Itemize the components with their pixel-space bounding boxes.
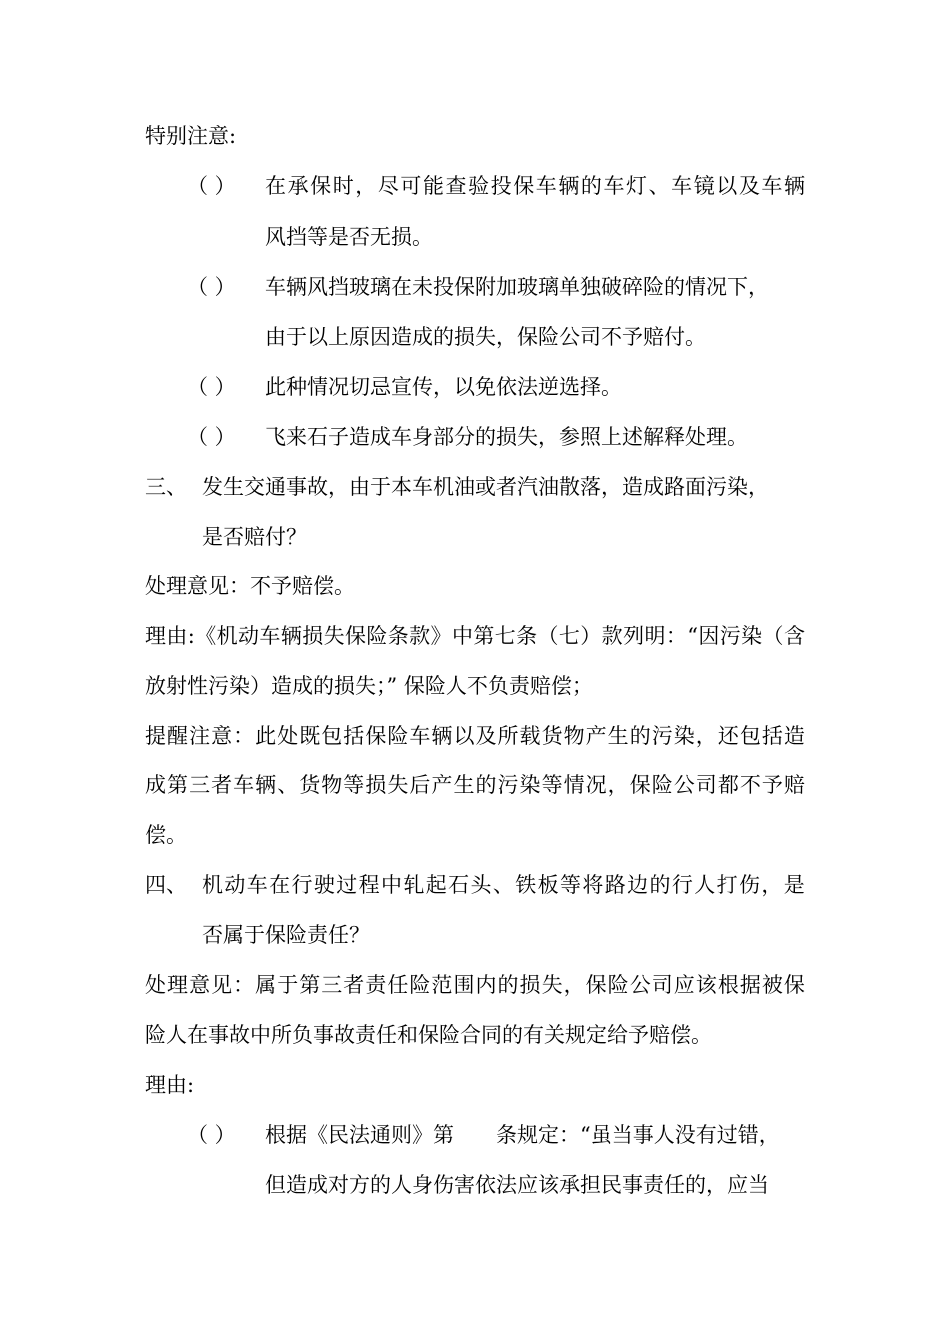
list-item-line: 但造成对方的人身伤害依法应该承担民事责任的，应当 (265, 1173, 769, 1197)
list-item-line: 飞来石子造成车身部分的损失，参照上述解释处理。 (265, 425, 748, 449)
section-question-line: 机 动 车 在 行 驶 过 程 中 轧 起 石 头 、 铁 板 等 将 路 边 的 行 人 打 伤 ， 是 (202, 873, 805, 897)
section-number: 四、 (145, 873, 187, 897)
list-item-line: 风挡等是否无损。 (265, 225, 433, 249)
special-note-heading: 特别注意: (145, 124, 237, 148)
section-question-line: 是否赔付？ (202, 525, 307, 549)
handling-opinion: 处理意见：不予赔偿。 (145, 574, 355, 598)
reminder-line: 提 醒 注 意 ： 此 处 既 包 括 保 险 车 辆 以 及 所 载 货 物 产 生 的 污 染 ， 还 包 括 造 (145, 724, 805, 748)
list-marker: （ ） (187, 174, 236, 198)
reminder-line: 偿。 (145, 823, 187, 847)
handling-opinion-line: 处 理 意 见 ： 属 于 第 三 者 责 任 险 范 围 内 的 损 失 ， 保 险 公 司 应 该 根 据 被 保 (145, 973, 805, 997)
list-marker: （ ） (187, 275, 236, 299)
reason-line: 放射性污染）造成的损失；” 保险人不负责赔偿； (145, 674, 593, 698)
list-marker: （ ） (187, 1123, 236, 1147)
section-number: 三、 (145, 475, 187, 499)
list-item-line: 此种情况切忌宣传，以免依法逆选择。 (265, 375, 622, 399)
list-item-line: 根据《民法通则》第 条规定：“虽当事人没有过错， (265, 1123, 780, 1147)
handling-opinion-line: 险人在事故中所负事故责任和保险合同的有关规定给予赔偿。 (145, 1023, 712, 1047)
reminder-line: 成 第 三 者 车 辆 、 货 物 等 损 失 后 产 生 的 污 染 等 情 况 ， 保 险 公 司 都 不 予 赔 (145, 773, 805, 797)
list-item-line: 在 承 保 时 ， 尽 可 能 查 验 投 保 车 辆 的 车 灯 、 车 镜 以 及 车 辆 (265, 174, 805, 198)
section-question-line: 否属于保险责任？ (202, 923, 370, 947)
list-item-line: 由于以上原因造成的损失，保险公司不予赔付。 (265, 325, 706, 349)
list-marker: （ ） (187, 425, 236, 449)
reason-line: 理 由 : 《 机 动 车 辆 损 失 保 险 条 款 》 中 第 七 条 （ 七 ） 款 列 明 ： “ 因 污 染 （ 含 (145, 624, 805, 648)
reason-heading: 理由: (145, 1073, 195, 1097)
section-question-line: 发生交通事故，由于本车机油或者汽油散落，造成路面污染， (202, 475, 769, 499)
list-item-line: 车辆风挡玻璃在未投保附加玻璃单独破碎险的情况下， (265, 275, 769, 299)
list-marker: （ ） (187, 375, 236, 399)
